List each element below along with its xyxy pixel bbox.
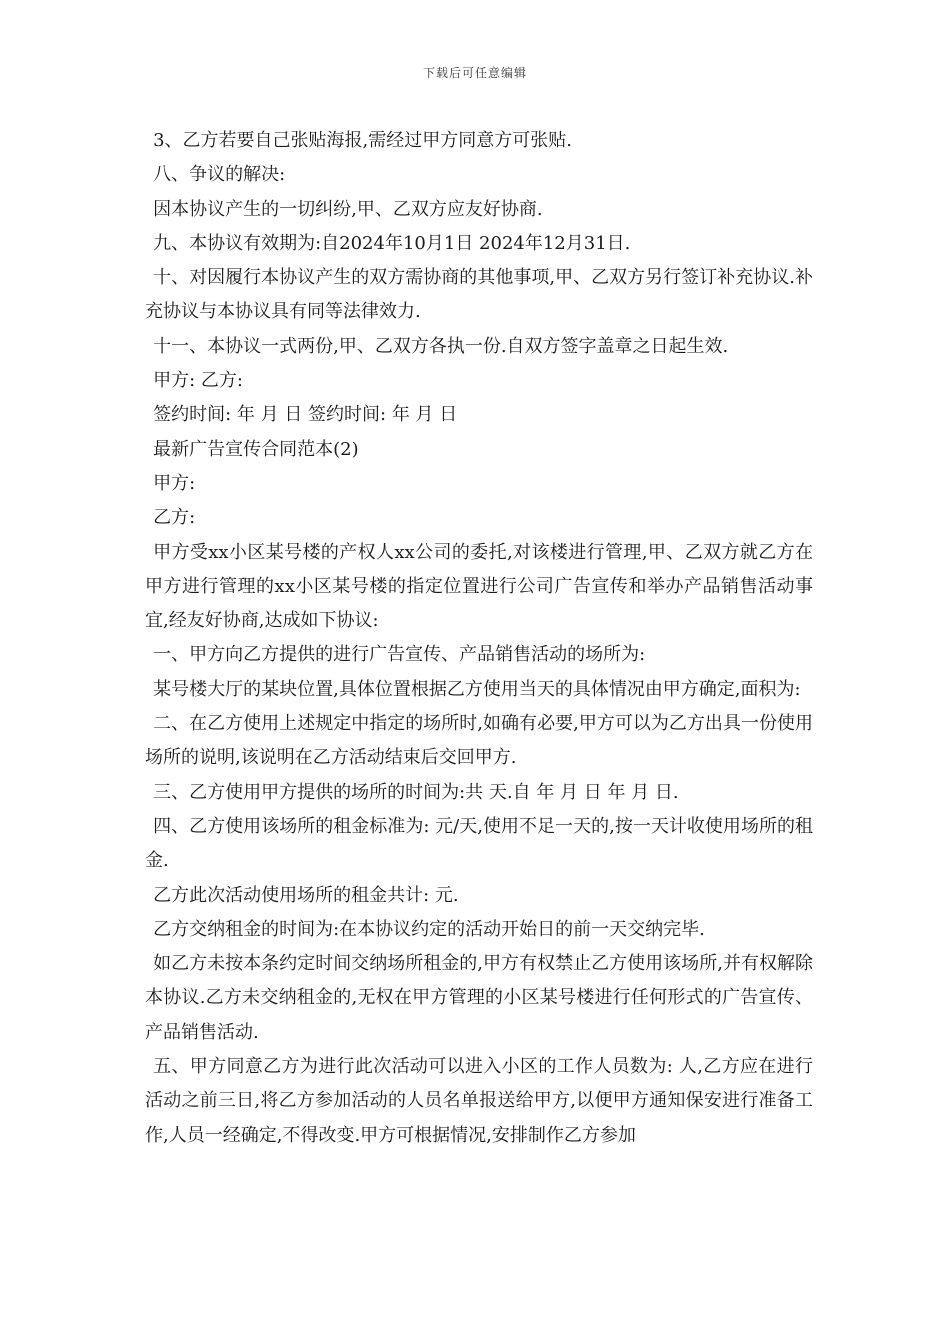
party-a-label: 甲方: xyxy=(153,472,196,494)
paragraph: 某号楼大厅的某块位置,具体位置根据乙方使用当天的具体情况由甲方确定,面积为: xyxy=(153,678,801,700)
paragraph: 三、乙方使用甲方提供的场所的时间为:共 天.自 年 月 日 年 月 日. xyxy=(153,781,679,803)
paragraph: 四、乙方使用该场所的租金标准为: 元/天,使用不足一天的,按一天计收使用场所的租金. xyxy=(145,815,813,872)
paragraph: 因本协议产生的一切纠纷,甲、乙双方应友好协商. xyxy=(153,198,543,220)
paragraph: 如乙方未按本条约定时间交纳场所租金的,甲方有权禁止乙方使用该场所,并有权解除本协议.乙方未交纳租金的,无权在甲方管理的小区某号楼进行任何形式的广告宣传、产品销售活动. xyxy=(145,953,813,1043)
paragraph: 十一、本协议一式两份,甲、乙双方各执一份.自双方签字盖章之日起生效. xyxy=(153,335,729,357)
paragraph: 五、甲方同意乙方为进行此次活动可以进入小区的工作人员数为: 人,乙方应在进行活动之前三日,将乙方参加活动的人员名单报送给甲方,以便甲方通知保安进行准备工作,人员一经确定,不得改变.甲方可根据情况,安排制作乙方参加 xyxy=(145,1056,813,1146)
page-header: 下载后可任意编辑 xyxy=(422,66,527,80)
paragraph: 十、对因履行本协议产生的双方需协商的其他事项,甲、乙双方另行签订补充协议.补充协议与本协议具有同等法律效力. xyxy=(145,267,813,323)
signature-parties: 甲方: 乙方: xyxy=(153,370,243,392)
paragraph: 九、本协议有效期为:自2024年10月1日 2024年12月31日. xyxy=(153,232,631,254)
party-b-label: 乙方: xyxy=(153,507,196,529)
section-heading: 八、争议的解决: xyxy=(153,164,286,186)
paragraph: 甲方受xx小区某号楼的产权人xx公司的委托,对该楼进行管理,甲、乙双方就乙方在甲方进行管理的xx小区某号楼的指定位置进行公司广告宣传和举办产品销售活动事宜,经友好协商,达成如下协议: xyxy=(145,541,813,632)
paragraph: 一、甲方向乙方提供的进行广告宣传、产品销售活动的场所为: xyxy=(153,644,646,666)
paragraph: 二、在乙方使用上述规定中指定的场所时,如确有必要,甲方可以为乙方出具一份使用场所的说明,该说明在乙方活动结束后交回甲方. xyxy=(145,713,813,769)
document-body xyxy=(145,124,813,1153)
document-title: 最新广告宣传合同范本(2) xyxy=(153,438,359,460)
paragraph: 乙方此次活动使用场所的租金共计: 元. xyxy=(153,884,459,906)
paragraph: 3、乙方若要自己张贴海报,需经过甲方同意方可张贴. xyxy=(153,130,572,151)
signature-dates: 签约时间: 年 月 日 签约时间: 年 月 日 xyxy=(153,404,458,426)
paragraph: 乙方交纳租金的时间为:在本协议约定的活动开始日的前一天交纳完毕. xyxy=(153,918,705,940)
